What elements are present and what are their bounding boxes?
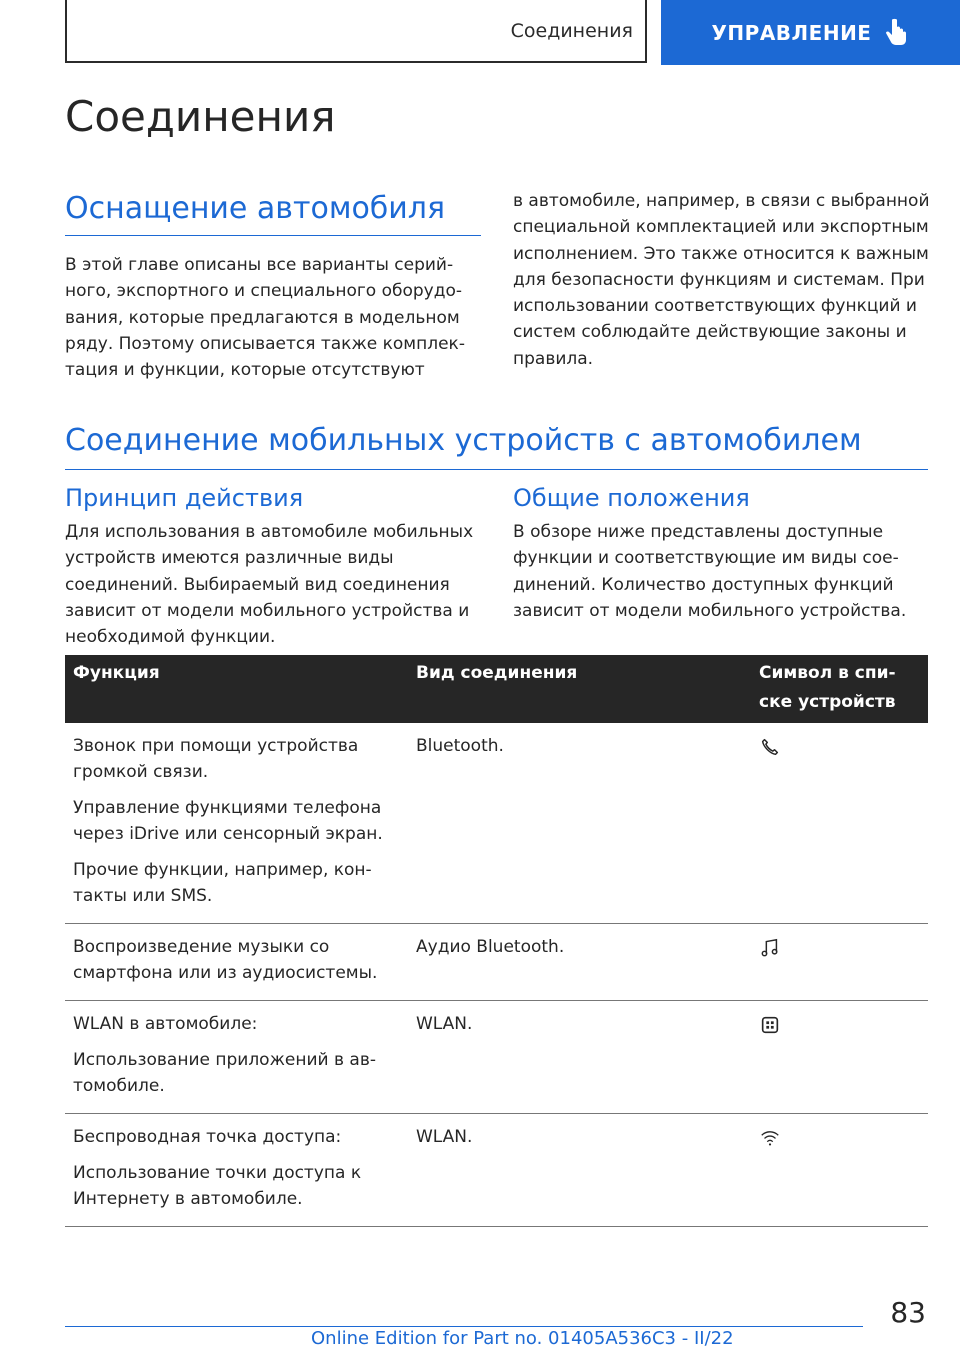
row-function-line: Воспроизведение музыки со смартфона или из аудиосистемы.: [73, 937, 378, 983]
equipment-rule: [65, 235, 481, 236]
page-number: 83: [890, 1296, 926, 1329]
row-connection: WLAN.: [408, 1114, 751, 1227]
row-connection: Bluetooth.: [408, 723, 751, 924]
row-function-line: Беспроводная точка доступа:: [73, 1127, 342, 1147]
chapter-tab[interactable]: [661, 0, 960, 65]
page-title: Соединения: [65, 92, 336, 141]
principle-heading: Принцип действия: [65, 484, 304, 512]
footer-edition: Online Edition for Part no. 01405A536C3 - II/22: [311, 1328, 734, 1349]
header-function: Функция: [65, 655, 408, 723]
equipment-text-left: В этой главе описаны все варианты серийного, экспортного и специального оборудования, которые предлагаются в модельном ряду. Поэтому описывается также комплектация и функции, которые отсутствуют: [65, 255, 465, 381]
hand-pointer-icon: [883, 18, 909, 48]
section-tab-label: Соединения: [510, 19, 633, 42]
table-row: [65, 1114, 928, 1227]
general-text: В обзоре ниже представлены доступные функции и соответствующие им виды соединений. Количество доступных функций зависит от модели мобильного устройства.: [513, 522, 907, 621]
row-function-line: WLAN в автомобиле:: [73, 1014, 258, 1034]
row-function-line: Прочие функции, например, контакты или SMS.: [73, 860, 372, 906]
general-heading: Общие положения: [513, 484, 750, 512]
table-header-row: [65, 655, 928, 723]
connections-table: [65, 655, 928, 1227]
row-function-line: Звонок при помощи устройства громкой связи.: [73, 736, 359, 782]
row-connection: WLAN.: [408, 1001, 751, 1114]
section-tab: [65, 0, 647, 63]
row-connection: Аудио Bluetooth.: [408, 924, 751, 1001]
header-symbol: Символ в списке устройств: [751, 655, 928, 723]
mobile-heading: Соединение мобильных устройств с автомобилем: [65, 423, 862, 458]
apps-icon: [759, 1014, 781, 1036]
wifi-icon: [759, 1127, 781, 1149]
header-connection: Вид соединения: [408, 655, 751, 723]
table-row: [65, 924, 928, 1001]
principle-text: Для использования в автомобиле мобильных устройств имеются различные виды соединений. Выбираемый вид соединения зависит от модели мобильного устройства и необходимой функции.: [65, 522, 474, 648]
table-row: [65, 723, 928, 924]
row-function-line: Использование точки доступа к Интернету в автомобиле.: [73, 1163, 362, 1209]
row-function-line: Управление функциями телефона через iDrive или сенсорный экран.: [73, 798, 383, 844]
row-function-line: Использование приложений в автомобиле.: [73, 1050, 376, 1096]
footer-rule: [65, 1326, 863, 1327]
phone-icon: [759, 736, 781, 758]
equipment-heading: Оснащение автомобиля: [65, 191, 446, 226]
equipment-text-right: в автомобиле, например, в связи с выбранной специальной комплектацией или экспортным исполнением. Это также относится к важным для безопасности функциям и системам. При использовании соответствующих функций и систем соблюдайте действующие законы и правила.: [513, 191, 930, 369]
chapter-tab-label: УПРАВЛЕНИЕ: [711, 20, 872, 45]
mobile-rule: [65, 469, 928, 470]
table-row: [65, 1001, 928, 1114]
music-note-icon: [759, 937, 781, 959]
